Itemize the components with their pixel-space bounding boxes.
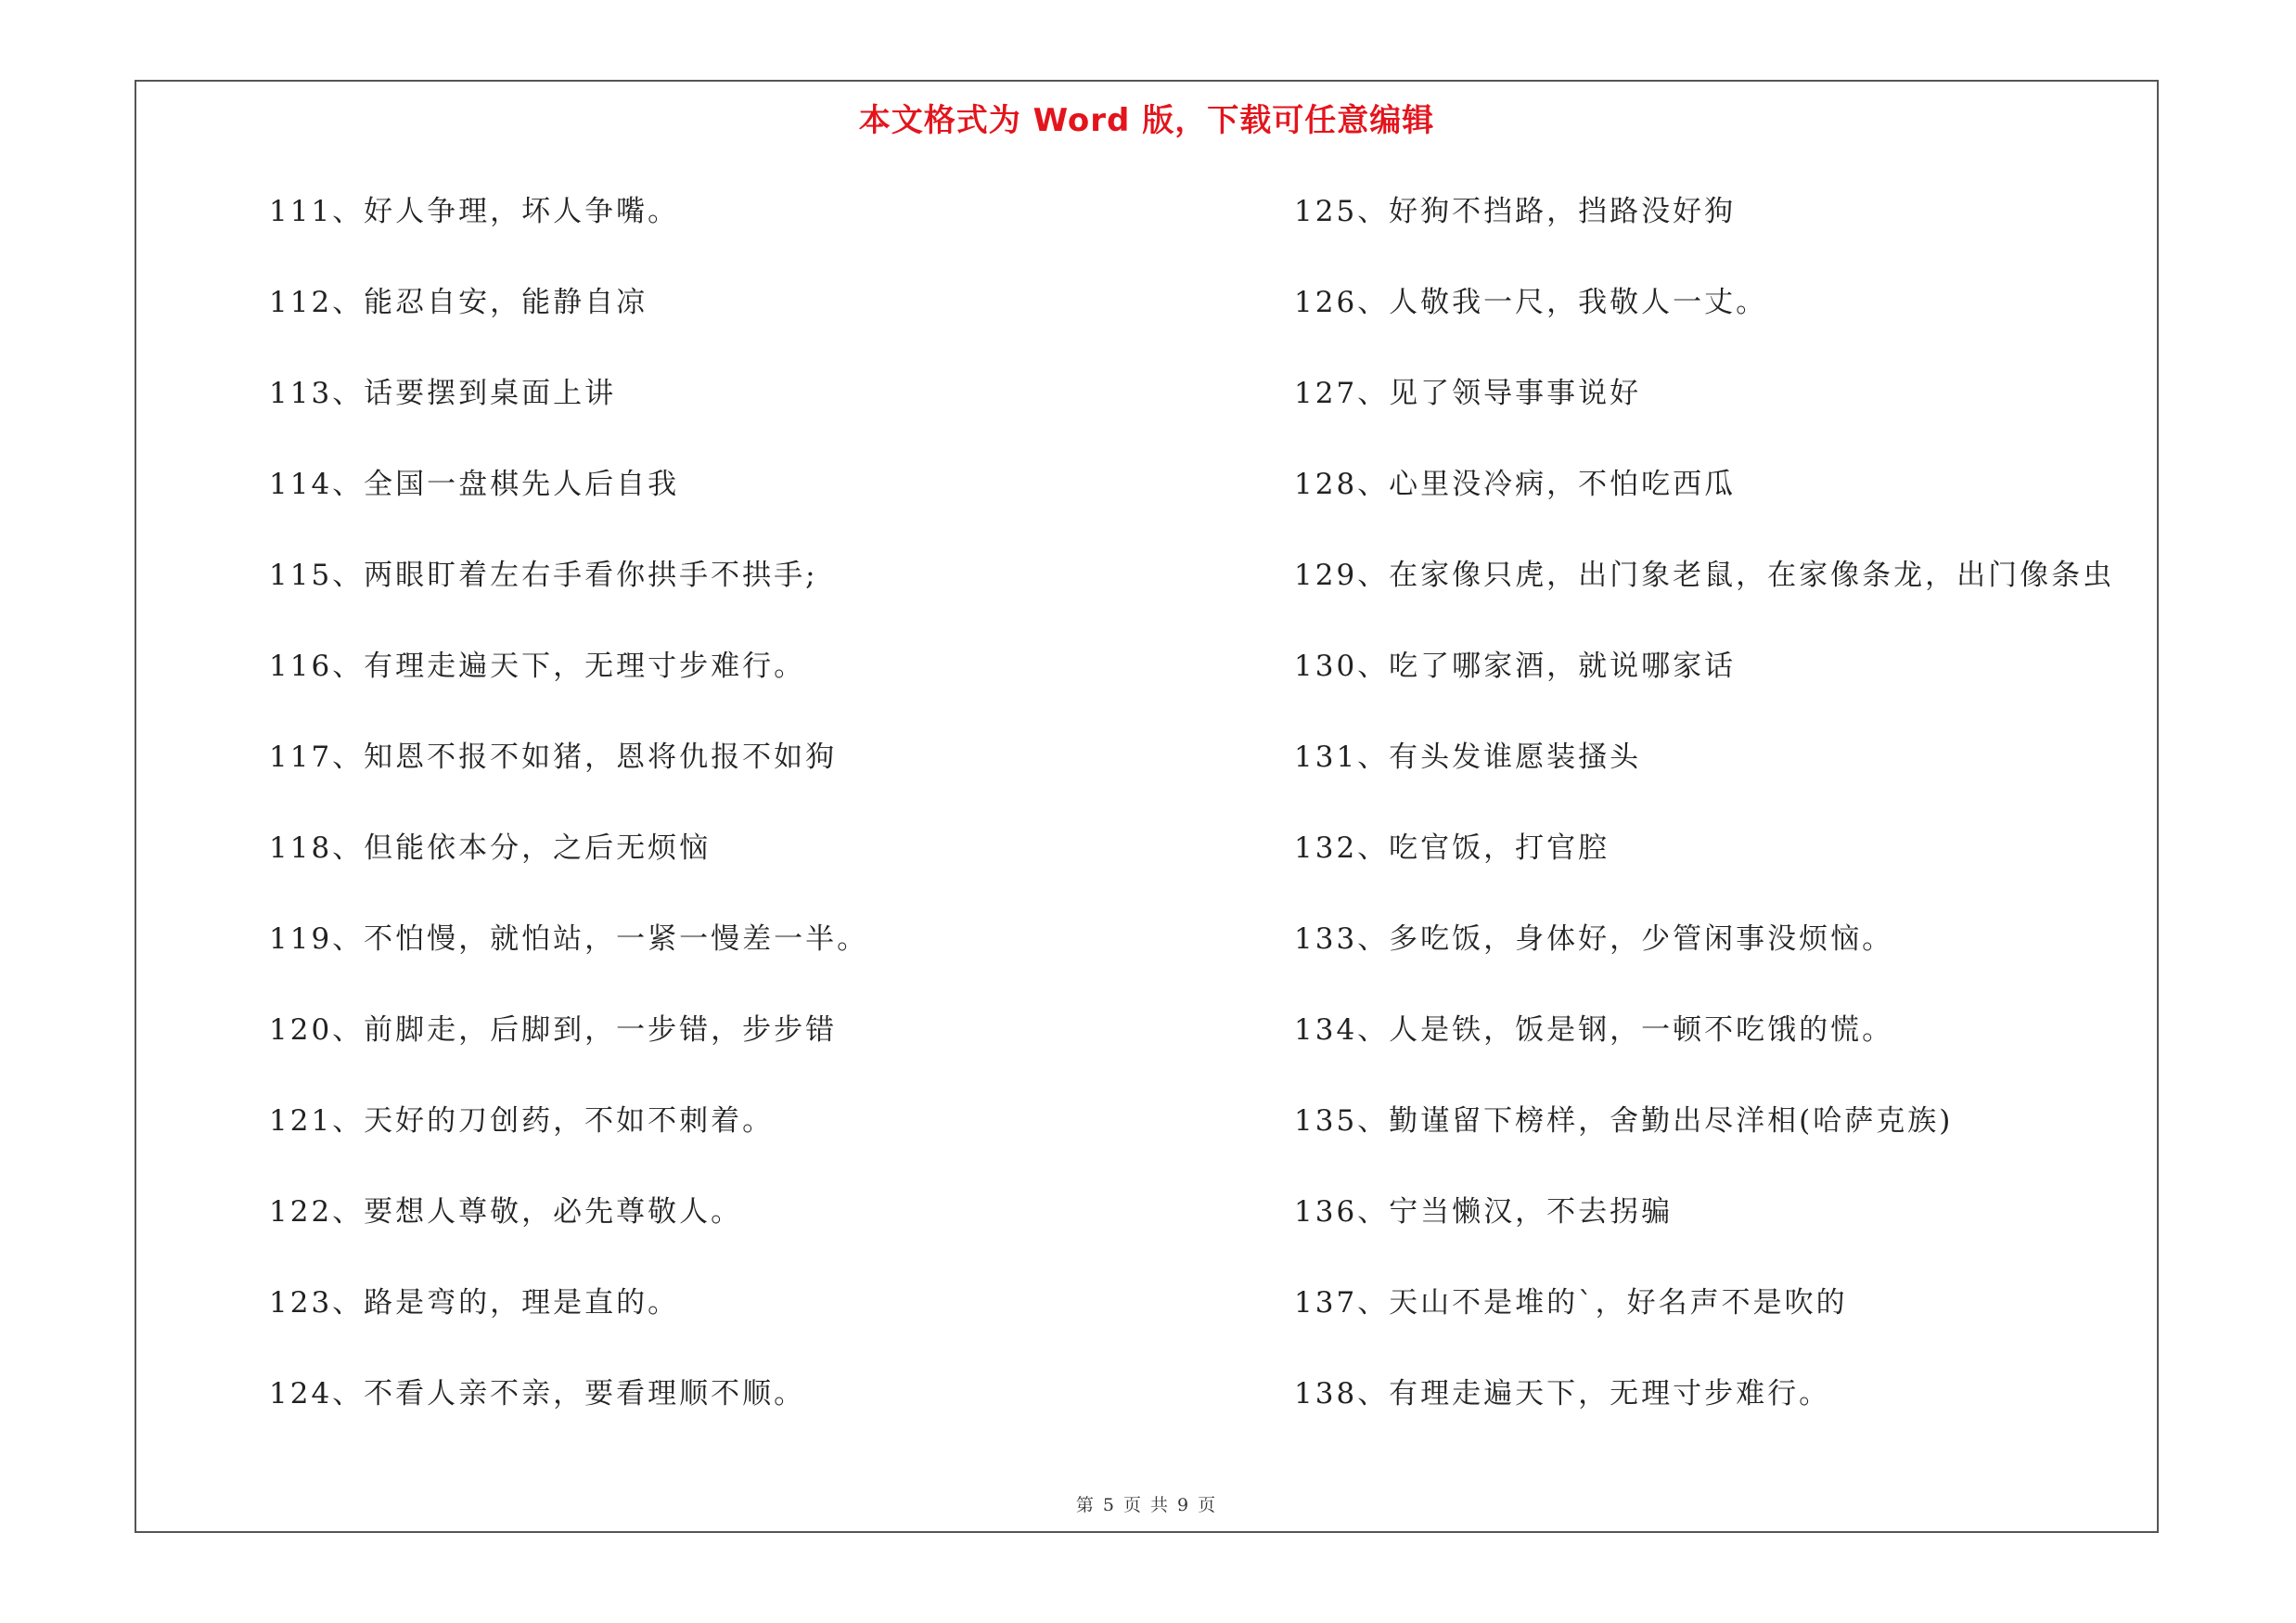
proverb-line: 120、前脚走，后脚到，一步错，步步错: [269, 1013, 838, 1047]
proverb-line: 125、好狗不挡路，挡路没好狗: [1294, 195, 1737, 228]
proverb-line: 122、要想人尊敬，必先尊敬人。: [269, 1195, 743, 1229]
proverb-line: 133、多吃饭，身体好，少管闲事没烦恼。: [1294, 922, 1894, 956]
proverb-line: 137、天山不是堆的`，好名声不是吹的: [1294, 1286, 1848, 1320]
proverb-line: 129、在家像只虎，出门象老鼠，在家像条龙，出门像条虫: [1294, 559, 2115, 592]
proverb-line: 136、宁当懒汉，不去拐骗: [1294, 1195, 1674, 1229]
proverb-line: 119、不怕慢，就怕站，一紧一慢差一半。: [269, 922, 869, 956]
proverb-line: 124、不看人亲不亲，要看理顺不顺。: [269, 1377, 806, 1410]
proverb-line: 123、路是弯的，理是直的。: [269, 1286, 680, 1320]
proverb-line: 111、好人争理，坏人争嘴。: [269, 195, 680, 228]
proverb-line: 112、能忍自安，能静自凉: [269, 286, 648, 319]
page-frame: [135, 80, 2159, 1533]
proverb-line: 115、两眼盯着左右手看你拱手不拱手;: [269, 559, 818, 592]
left-column: [269, 192, 868, 1465]
proverb-line: 130、吃了哪家酒，就说哪家话: [1294, 650, 1737, 683]
proverb-line: 116、有理走遍天下，无理寸步难行。: [269, 650, 806, 683]
proverb-line: 127、见了领导事事说好: [1294, 377, 1642, 410]
proverb-line: 121、天好的刀创药，不如不刺着。: [269, 1104, 775, 1138]
proverb-line: 114、全国一盘棋先人后自我: [269, 468, 680, 501]
word-format-banner: 本文格式为 Word 版，下载可任意编辑: [858, 102, 1435, 139]
proverb-line: 135、勤谨留下榜样，舍勤出尽洋相(哈萨克族): [1294, 1104, 1954, 1138]
page-number-footer: 第 5 页 共 9 页: [1075, 1495, 1218, 1515]
proverb-line: 134、人是铁，饭是钢，一顿不吃饿的慌。: [1294, 1013, 1894, 1047]
proverb-line: 132、吃官饭，打官腔: [1294, 831, 1610, 865]
proverb-line: 131、有头发谁愿装搔头: [1294, 741, 1642, 774]
proverb-line: 138、有理走遍天下，无理寸步难行。: [1294, 1377, 1831, 1410]
proverb-line: 113、话要摆到桌面上讲: [269, 377, 617, 410]
proverb-line: 126、人敬我一尺，我敬人一丈。: [1294, 286, 1768, 319]
right-column: [1294, 192, 2114, 1465]
proverb-line: 118、但能依本分，之后无烦恼: [269, 831, 712, 865]
proverb-line: 128、心里没冷病，不怕吃西瓜: [1294, 468, 1737, 501]
proverb-line: 117、知恩不报不如猪，恩将仇报不如狗: [269, 741, 838, 774]
